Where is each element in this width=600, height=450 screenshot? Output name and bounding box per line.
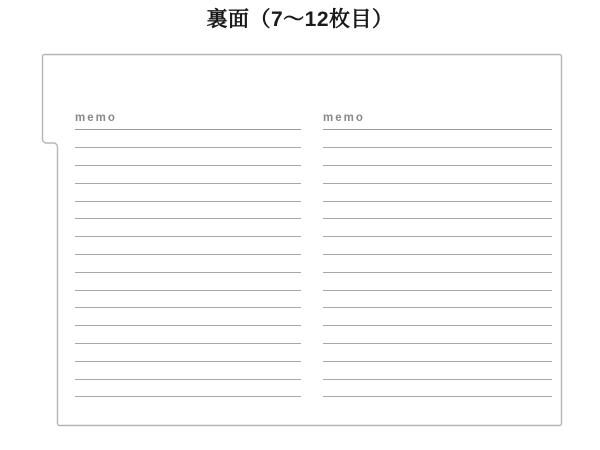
ruled-line	[75, 201, 301, 202]
ruled-line	[323, 165, 552, 166]
ruled-line	[75, 290, 301, 291]
ruled-line	[75, 254, 301, 255]
ruled-line	[323, 379, 552, 380]
ruled-line	[323, 201, 552, 202]
memo-lines-right	[323, 130, 552, 397]
ruled-line	[323, 218, 552, 219]
ruled-line	[323, 254, 552, 255]
ruled-line	[75, 396, 301, 397]
ruled-line	[323, 307, 552, 308]
memo-label-right: memo	[323, 108, 552, 130]
ruled-line	[75, 379, 301, 380]
ruled-line	[323, 361, 552, 362]
ruled-line	[75, 183, 301, 184]
ruled-line	[323, 236, 552, 237]
ruled-line	[323, 147, 552, 148]
ruled-line	[75, 361, 301, 362]
memo-column-left	[75, 108, 301, 397]
ruled-line	[323, 290, 552, 291]
ruled-line	[75, 165, 301, 166]
ruled-line	[75, 272, 301, 273]
ruled-line	[75, 147, 301, 148]
ruled-line	[75, 218, 301, 219]
ruled-line	[75, 236, 301, 237]
memo-label-left: memo	[75, 108, 301, 130]
memo-lines-left	[75, 130, 301, 397]
ruled-line	[323, 272, 552, 273]
ruled-line	[75, 343, 301, 344]
page-title: 裏面（7〜12枚目）	[206, 8, 394, 31]
ruled-line	[323, 343, 552, 344]
ruled-line	[75, 325, 301, 326]
memo-column-right	[323, 108, 552, 397]
ruled-line	[323, 325, 552, 326]
ruled-line	[323, 183, 552, 184]
ruled-line	[323, 396, 552, 397]
ruled-line	[75, 307, 301, 308]
